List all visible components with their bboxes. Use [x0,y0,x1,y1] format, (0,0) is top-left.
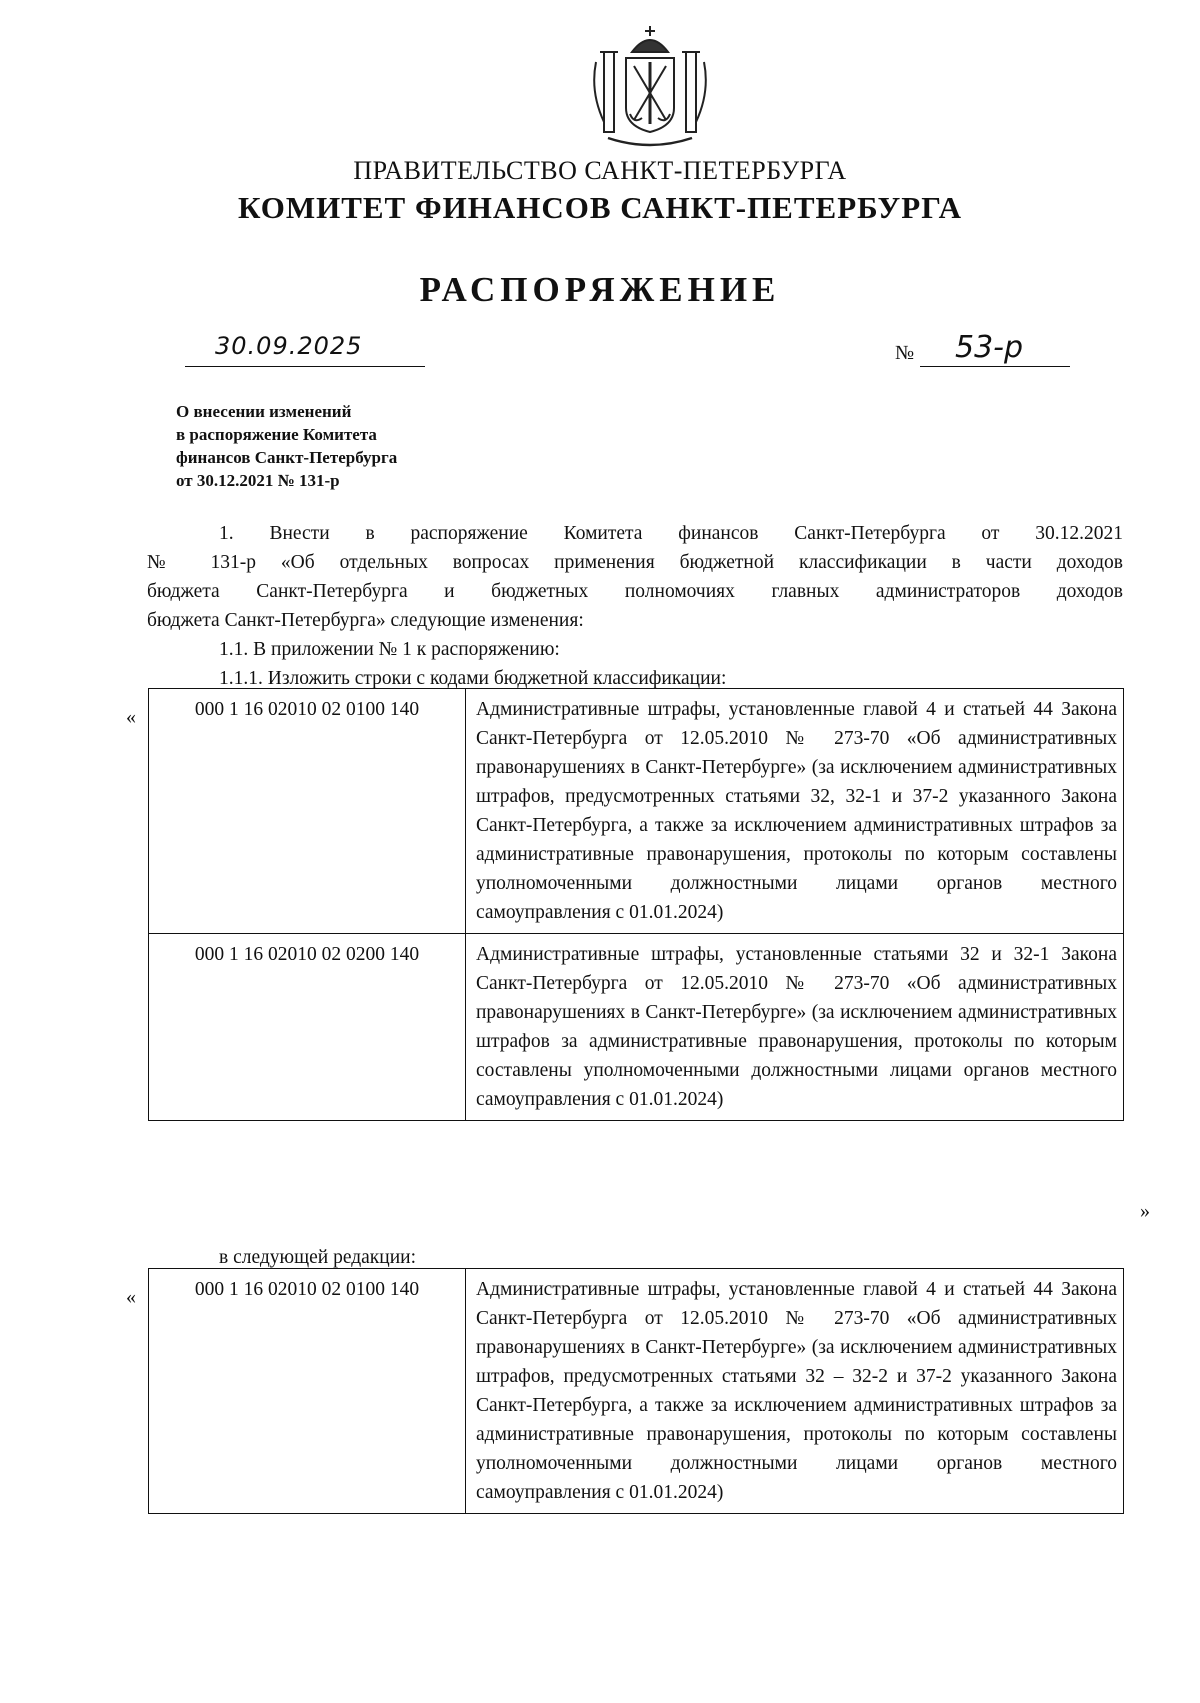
paragraph-1-1-1: 1.1.1. Изложить строки с кодами бюджетной классификации: [219,668,727,689]
budget-code: 000 1 16 02010 02 0200 140 [149,934,466,1121]
paragraph-new-edition: в следующей редакции: [219,1247,417,1268]
committee-title: КОМИТЕТ ФИНАНСОВ САНКТ-ПЕТЕРБУРГА [238,190,962,225]
paragraph-line: № 131-р «Об отдельных вопросах применения бюджетной классификации в части доходов [147,552,1123,573]
paragraph-line: бюджета Санкт-Петербурга» следующие изменения: [147,610,584,631]
subject-line: в распоряжение Комитета [176,425,377,444]
document-type-title: РАСПОРЯЖЕНИЕ [419,270,781,309]
code-description: Административные штрафы, установленные главой 4 и статьей 44 Закона Санкт-Петербурга от 12.05.2010 № 273-70 «Об административных правонарушениях в Санкт-Петербурге» (за исключением административных штрафов, предусмотренных статьями 32, 32-1 и 37-2 указанного Закона Санкт-Петербурга, а также за исключением административных штрафов за административные правонарушения, протоколы по которым составлены уполномоченными должностными лицами органов местного самоуправления с 01.01.2024) [466,689,1124,934]
document-number: 53-р [955,330,1024,365]
old-rows-table [148,688,1124,1121]
government-title: ПРАВИТЕЛЬСТВО САНКТ-ПЕТЕРБУРГА [353,156,847,185]
table-row [149,689,1124,934]
document-date: 30.09.2025 [215,332,363,360]
budget-code: 000 1 16 02010 02 0100 140 [149,1269,466,1514]
new-rows-table [148,1268,1124,1514]
paragraph-1 [147,519,1123,693]
subject-line: О внесении изменений [176,402,352,421]
table-row [149,1269,1124,1514]
subject-line: от 30.12.2021 № 131-р [176,471,340,490]
code-description: Административные штрафы, установленные главой 4 и статьей 44 Закона Санкт-Петербурга от 12.05.2010 № 273-70 «Об административных правонарушениях в Санкт-Петербурге» (за исключением административных штрафов, предусмотренных статьями 32 – 32-2 и 37-2 указанного Закона Санкт-Петербурга, а также за исключением административных штрафов за административные правонарушения, протоколы по которым составлены уполномоченными должностными лицами органов местного самоуправления с 01.01.2024) [466,1269,1124,1514]
coat-of-arms-emblem [590,22,710,150]
table-row [149,934,1124,1121]
date-underline [185,366,425,367]
subject-line: финансов Санкт-Петербурга [176,448,398,467]
paragraph-1-1: 1.1. В приложении № 1 к распоряжению: [219,639,560,660]
code-description: Административные штрафы, установленные статьями 32 и 32-1 Закона Санкт-Петербурга от 12.05.2010 № 273-70 «Об административных правонарушениях в Санкт-Петербурге» (за исключением административных штрафов за административные правонарушения, протоколы по которым составлены уполномоченными должностными лицами органов местного самоуправления с 01.01.2024) [466,934,1124,1121]
paragraph-line: 1. Внести в распоряжение Комитета финансов Санкт-Петербурга от 30.12.2021 [219,523,1123,544]
number-sign: № [895,342,915,364]
paragraph-line: бюджета Санкт-Петербурга и бюджетных полномочиях главных администраторов доходов [147,581,1123,602]
document-subject [176,400,397,492]
number-underline [920,366,1070,367]
open-quote: « [126,1286,136,1308]
budget-code: 000 1 16 02010 02 0100 140 [149,689,466,934]
open-quote: « [126,706,136,728]
close-quote: » [1140,1200,1150,1222]
